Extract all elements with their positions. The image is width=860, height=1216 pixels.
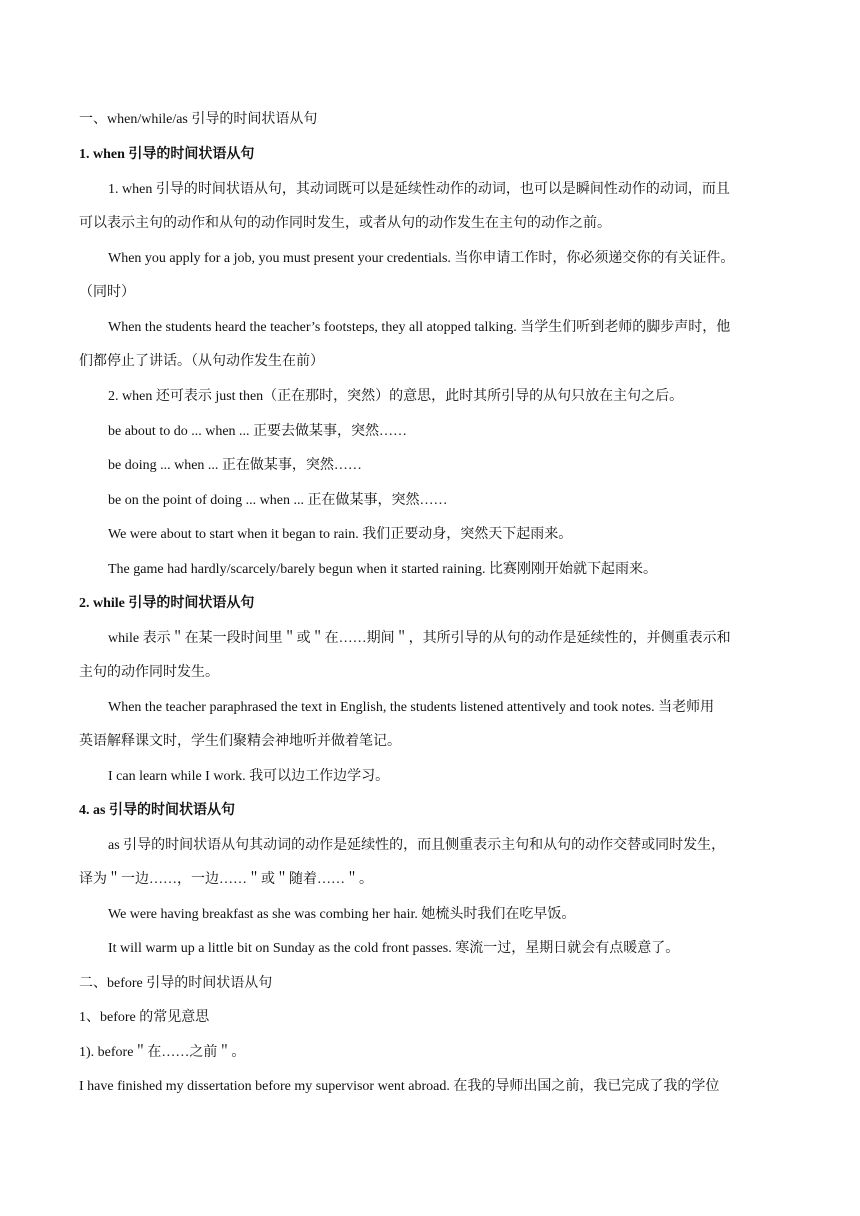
subheading-when: 1. when 引导的时间状语从句: [79, 147, 255, 162]
paragraph-line: 主句的动作同时发生。: [79, 665, 219, 680]
section-heading-2: 二、before 引导的时间状语从句: [79, 976, 273, 991]
subheading-while: 2. while 引导的时间状语从句: [79, 596, 255, 611]
example-line: I have finished my dissertation before my supervisor went abroad. 在我的导师出国之前，我已完成了我的学位: [79, 1079, 720, 1094]
paragraph-line: while 表示＂在某一段时间里＂或＂在……期间＂，其所引导的从句的动作是延续性的，并侧重表示和: [108, 631, 731, 646]
paragraph-line: 1). before＂在……之前＂。: [79, 1045, 246, 1060]
pattern-line: be on the point of doing ... when ... 正在做某事，突然……: [108, 493, 448, 508]
section-heading-1: 一、when/while/as 引导的时间状语从句: [79, 112, 318, 127]
example-line: I can learn while I work. 我可以边工作边学习。: [108, 769, 390, 784]
paragraph-line: 1、before 的常见意思: [79, 1010, 210, 1025]
example-line: 英语解释课文时，学生们聚精会神地听并做着笔记。: [79, 734, 401, 749]
example-line: When the teacher paraphrased the text in English, the students listened attentively and took notes. 当老师用: [108, 700, 715, 715]
example-line: When you apply for a job, you must present your credentials. 当你申请工作时，你必须递交你的有关证件。: [108, 251, 735, 266]
paragraph-line: as 引导的时间状语从句其动词的动作是延续性的，而且侧重表示主句和从句的动作交替或同时发生，: [108, 838, 726, 853]
subheading-as: 4. as 引导的时间状语从句: [79, 803, 235, 818]
paragraph-line: 可以表示主句的动作和从句的动作同时发生，或者从句的动作发生在主句的动作之前。: [79, 216, 611, 231]
paragraph-line: 1. when 引导的时间状语从句，其动词既可以是延续性动作的动词，也可以是瞬间性动作的动词，而且: [108, 182, 730, 197]
example-line: When the students heard the teacher’s footsteps, they all atopped talking. 当学生们听到老师的脚步声时，他: [108, 320, 731, 335]
paragraph-line: 译为＂一边……，一边……＂或＂随着……＂。: [79, 872, 373, 887]
example-line: It will warm up a little bit on Sunday as the cold front passes. 寒流一过，星期日就会有点暖意了。: [108, 941, 680, 956]
paragraph-line: 2. when 还可表示 just then（正在那时，突然）的意思，此时其所引导的从句只放在主句之后。: [108, 389, 684, 404]
example-line: We were about to start when it began to rain. 我们正要动身，突然天下起雨来。: [108, 527, 573, 542]
pattern-line: be doing ... when ... 正在做某事，突然……: [108, 458, 362, 473]
example-line: （同时）: [79, 285, 135, 300]
pattern-line: be about to do ... when ... 正要去做某事，突然……: [108, 424, 408, 439]
example-line: We were having breakfast as she was combing her hair. 她梳头时我们在吃早饭。: [108, 907, 576, 922]
example-line: 们都停止了讲话。（从句动作发生在前）: [79, 354, 324, 369]
example-line: The game had hardly/scarcely/barely begun when it started raining. 比赛刚刚开始就下起雨来。: [108, 562, 657, 577]
